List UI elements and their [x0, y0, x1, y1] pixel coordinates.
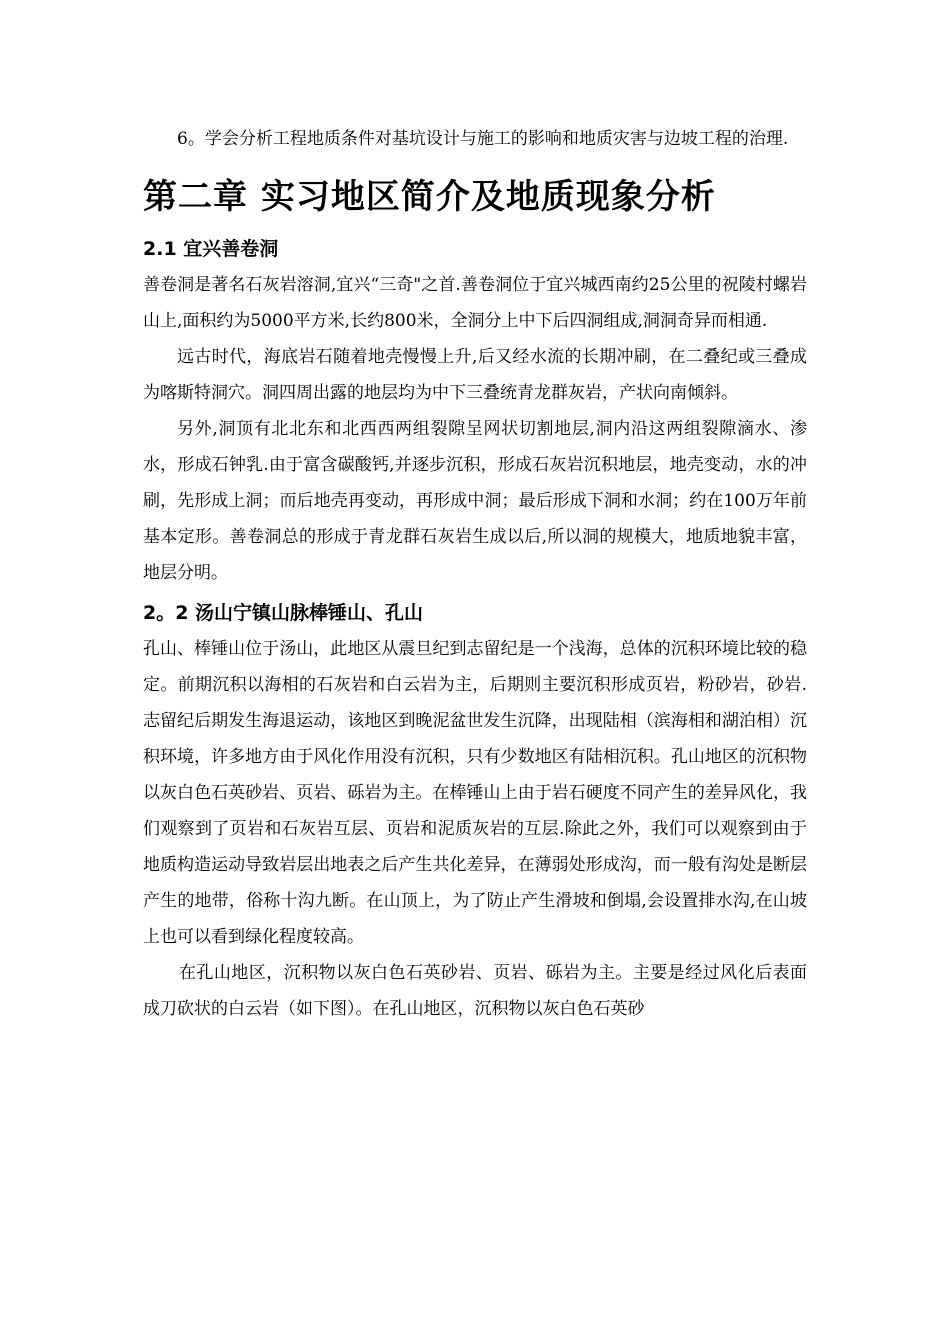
- section-2-1-paragraph-2: 远古时代，海底岩石随着地壳慢慢上升,后又经水流的长期冲刷，在二叠纪或三叠成为喀斯特洞穴。洞四周出露的地层均为中下三叠统青龙群灰岩，产状向南倾斜。: [143, 347, 807, 403]
- section-2-2-paragraph-2: 在孔山地区，沉积物以灰白色石英砂岩、页岩、砾岩为主。主要是经过风化后表面成刀砍状的白云岩（如下图）。在孔山地区，沉积物以灰白色石英砂: [143, 963, 807, 1019]
- section-2-2-paragraph-1: 孔山、棒锤山位于汤山，此地区从震旦纪到志留纪是一个浅海，总体的沉积环境比较的稳定。前期沉积以海相的石灰岩和白云岩为主，后期则主要沉积形成页岩，粉砂岩，砂岩.志留纪后期发生海退运动，该地区到晚泥盆世发生沉降，出现陆相（滨海相和湖泊相）沉积环境，许多地方由于风化作用没有沉积，只有少数地区有陆相沉积。孔山地区的沉积物以灰白色石英砂岩、页岩、砾岩为主。在棒锤山上由于岩石硬度不同产生的差异风化，我们观察到了页岩和石灰岩互层、页岩和泥质灰岩的互层.除此之外，我们可以观察到由于地质构造运动导致岩层出地表之后产生共化差异，在薄弱处形成沟，而一般有沟处是断层产生的地带，俗称十沟九断。在山顶上，为了防止产生滑坡和倒塌,会设置排水沟,在山坡上也可以看到绿化程度较高。: [143, 639, 807, 947]
- section-2-1-paragraph-1: 善卷洞是著名石灰岩溶洞,宜兴“三奇"之首.善卷洞位于宜兴城西南约25公里的祝陵村螺岩山上,面积约为5000平方米,长约800米，全洞分上中下后四洞组成,洞洞奇异而相通.: [143, 275, 807, 331]
- section-heading-2-2: 2。2 汤山宁镇山脉棒锤山、孔山: [143, 602, 424, 624]
- section-2-1-paragraph-3: 另外,洞顶有北北东和北西西两组裂隙呈网状切割地层,洞内沿这两组裂隙滴水、渗水，形成石钟乳.由于富含碳酸钙,并逐步沉积，形成石灰岩沉积地层，地壳变动，水的冲刷，先形成上洞；而后地壳再变动，再形成中洞；最后形成下洞和水洞；约在100万年前基本定形。善卷洞总的形成于青龙群石灰岩生成以后,所以洞的规模大，地质地貌丰富，地层分明。: [143, 419, 807, 583]
- chapter-title: 第二章 实习地区简介及地质现象分析: [143, 177, 716, 217]
- section-heading-2-1: 2.1 宜兴善卷洞: [143, 238, 279, 260]
- objective-item-6: 6。学会分析工程地质条件对基坑设计与施工的影响和地质灾害与边坡工程的治理.: [177, 129, 789, 149]
- document-body: [143, 121, 807, 1027]
